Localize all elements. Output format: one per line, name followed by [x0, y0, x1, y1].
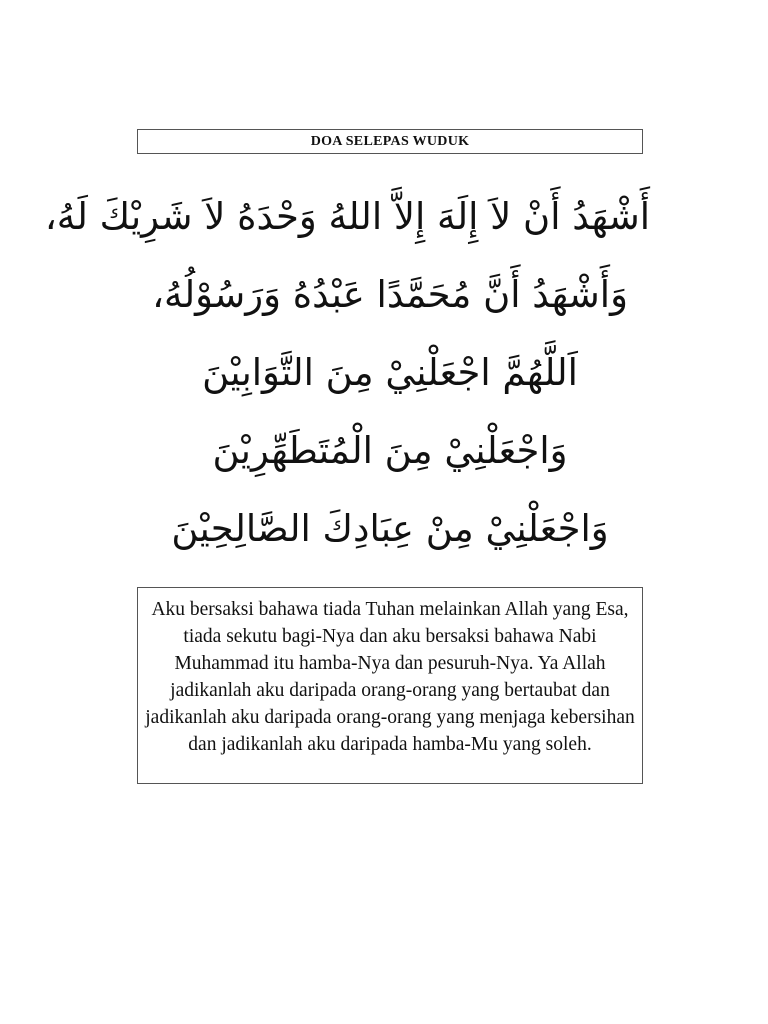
document-title: DOA SELEPAS WUDUK [310, 133, 470, 149]
arabic-line-4: وَاجْعَلْنِيْ مِنَ الْمُتَطَهِّرِيْنَ [212, 429, 568, 472]
arabic-line-1: أَشْهَدُ أَنْ لاَ إِلَهَ إِلاَّ اللهُ وَحْدَهُ لاَ شَرِيْكَ لَهُ، [44, 195, 650, 238]
arabic-line-3: اَللَّهُمَّ اجْعَلْنِيْ مِنَ التَّوَابِيْنَ [202, 351, 578, 394]
arabic-line-5: وَاجْعَلْنِيْ مِنْ عِبَادِكَ الصَّالِحِيْنَ [171, 507, 609, 550]
translation-text: Aku bersaksi bahawa tiada Tuhan melainkan Allah yang Esa, tiada sekutu bagi-Nya dan aku bersaksi bahawa Nabi Muhammad itu hamba-Nya dan pesuruh-Nya. Ya Allah jadikanlah aku daripada orang-orang yang bertaubat dan jadikanlah aku daripada orang-orang yang menjaga kebersihan dan jadikanlah aku daripada hamba-Mu yang soleh. [145, 599, 635, 755]
document-title-box [137, 129, 643, 154]
translation-box [137, 587, 643, 784]
arabic-prayer [44, 178, 650, 568]
arabic-line-2: وَأَشْهَدُ أَنَّ مُحَمَّدًا عَبْدُهُ وَرَسُوْلُهُ، [152, 273, 628, 316]
